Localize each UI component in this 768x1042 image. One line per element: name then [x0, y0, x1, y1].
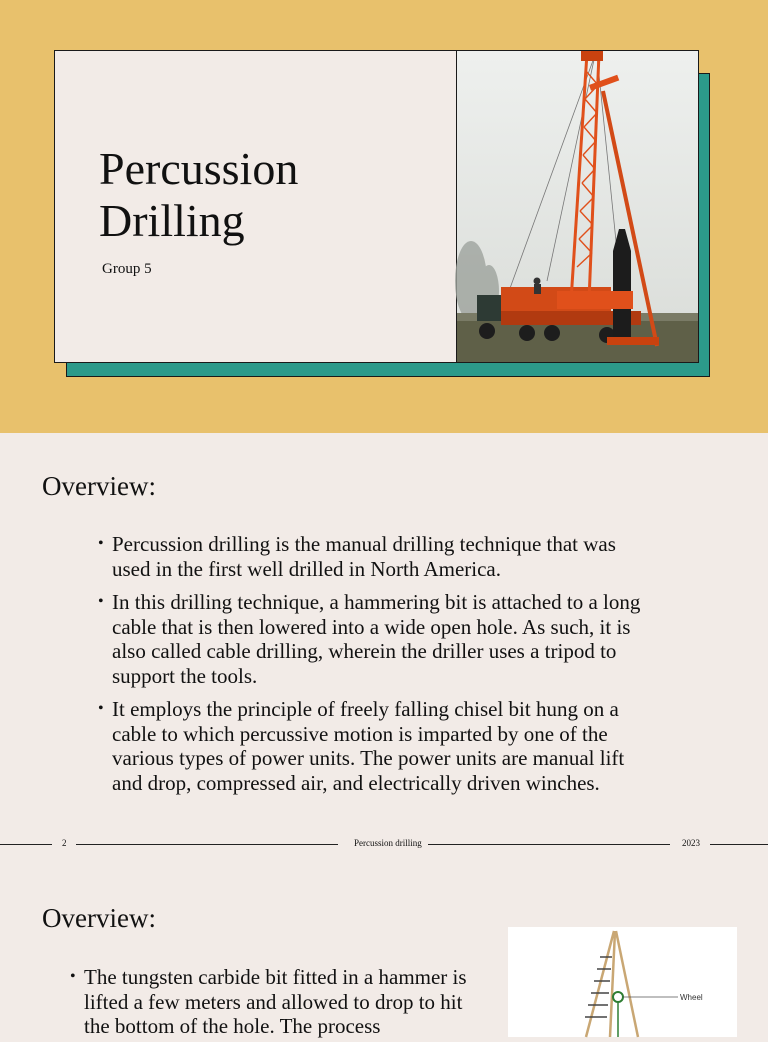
diagram-label: Wheel [680, 993, 703, 1002]
list-item: • It employs the principle of freely falling chisel bit hung on a cable to which percussive motion is imparted by one of the various types of power units. The power units are manual lift and drop, compressed air, and electrically driven winches. [98, 697, 658, 795]
tripod-diagram-drawing [508, 927, 737, 1037]
bullet-list [70, 965, 490, 1039]
presentation-subtitle: Group 5 [102, 261, 152, 277]
drilling-rig-photo [456, 51, 698, 362]
list-item: • In this drilling technique, a hammering bit is attached to a long cable that is then lowered into a wide open hole. As such, it is also called cable drilling, wherein the driller uses a tripod to support the tools. [98, 590, 658, 688]
slide-heading: Overview: [42, 903, 156, 933]
footer-divider [710, 844, 768, 845]
tripod-diagram [508, 927, 737, 1037]
slide-heading: Overview: [42, 471, 156, 501]
footer-title: Percussion drilling [354, 838, 422, 848]
overview-slide-2 [0, 863, 768, 1038]
bullet-list [98, 532, 658, 804]
page-number: 2 [62, 838, 67, 848]
presentation-title: Percussion Drilling [99, 143, 299, 246]
title-slide [0, 0, 768, 433]
footer-divider [428, 844, 670, 845]
footer-divider [0, 844, 52, 845]
drilling-rig-image [457, 51, 698, 362]
footer-divider [76, 844, 338, 845]
footer-year: 2023 [682, 838, 700, 848]
slide-footer [0, 836, 768, 852]
list-item: • The tungsten carbide bit fitted in a hammer is lifted a few meters and allowed to drop to hit the bottom of the hole. The process [70, 965, 490, 1039]
title-card [54, 50, 699, 363]
overview-slide [0, 433, 768, 863]
list-item: • Percussion drilling is the manual drilling technique that was used in the first well drilled in North America. [98, 532, 658, 581]
